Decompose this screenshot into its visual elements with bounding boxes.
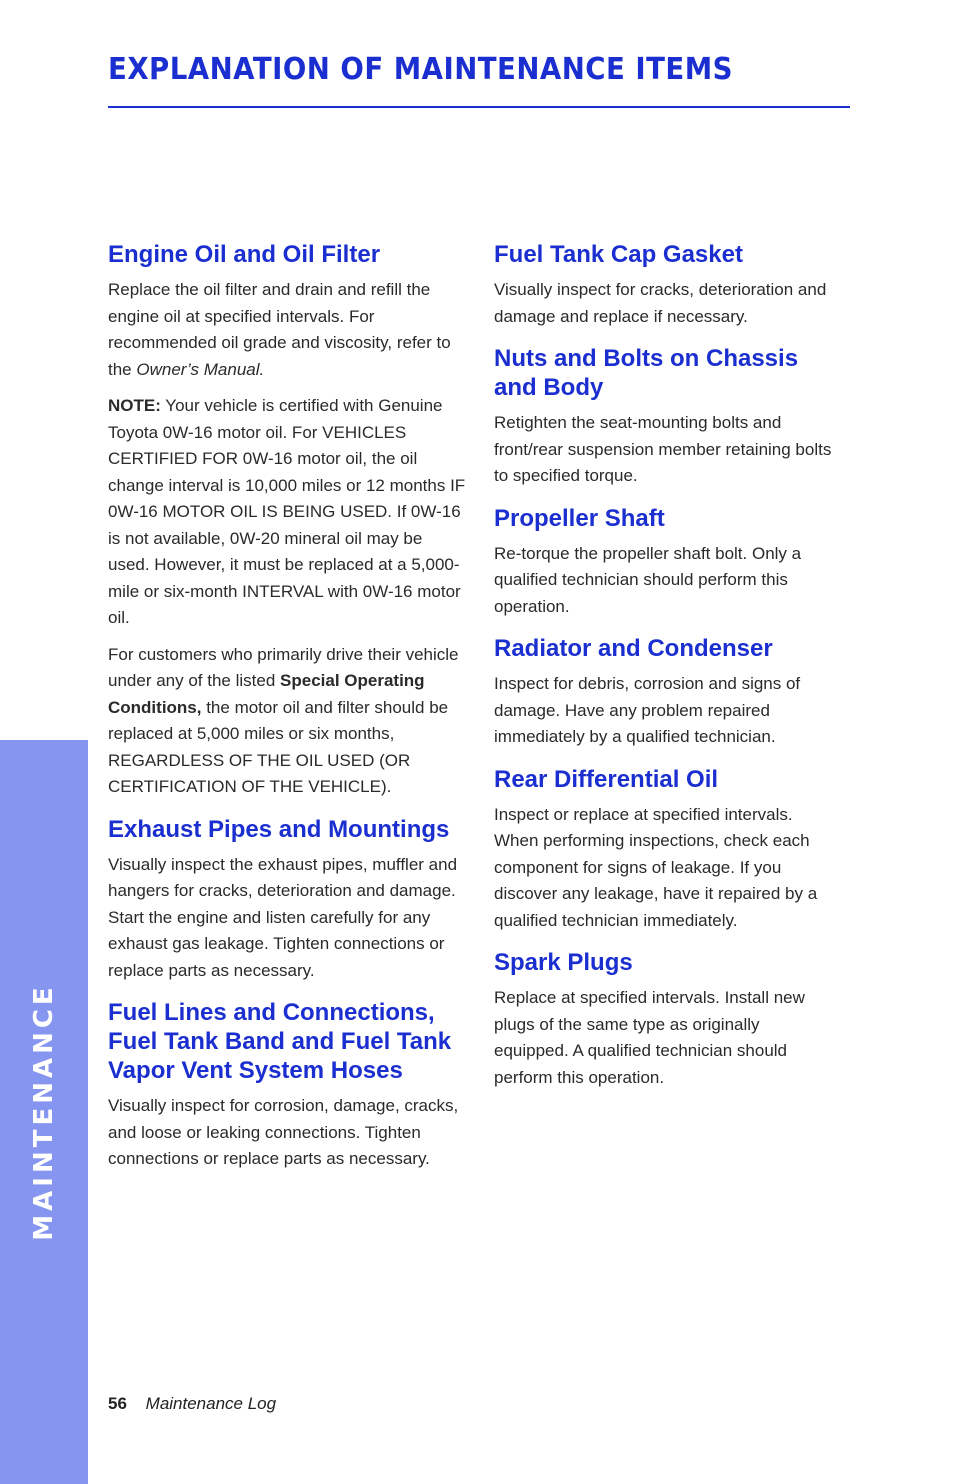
section-heading: Rear Differential Oil [494,765,719,793]
right-column [494,240,834,1105]
section-text: Inspect for debris, corrosion and signs of damage. Have any problem repaired immediately by a qualified technician. [494,674,801,746]
header-divider [108,106,850,108]
section-propeller [494,504,834,621]
page-title: EXPLANATION OF MAINTENANCE ITEMS [108,52,733,87]
page-footer [108,1394,276,1414]
section-text [108,277,468,383]
section-heading: Engine Oil and Oil Filter [108,241,381,268]
section-engine-oil [108,240,468,801]
section-exhaust [108,815,468,985]
section-heading: Propeller Shaft [494,504,665,532]
note-text [108,393,468,632]
section-text: Replace at specified intervals. Install new plugs of the same type as originally equipped. A qualified technician should perform this operation. [494,988,805,1087]
special-conditions-text: Special Operating Conditions, [108,671,425,717]
section-heading: Radiator and Condenser [494,635,773,662]
text-span: Your vehicle is certified with Genuine Toyota 0W-16 motor oil. For VEHICLES CERTIFIED FOR 0W-16 motor oil, the oil change interval is 10,000 miles or 12 months IF 0W-16 MOTOR OIL IS BEING USED. If 0W-16 is not available, 0W-20 mineral oil may be used. However, it must be replaced at a 5,000-mile or six-month INTERVAL with 0W-16 motor oil. [108,396,466,627]
section-nuts-bolts [494,344,834,490]
note-label: NOTE: [108,396,161,415]
section-fuel-lines [108,998,468,1173]
owners-manual-reference: Owner’s Manual. [136,359,265,379]
text-span: Replace the oil filter and drain and refill the engine oil at specified intervals. For recommended oil grade and viscosity, refer to the [108,280,451,379]
section-text: Inspect or replace at specified intervals. When performing inspections, check each component for signs of leakage. If you discover any leakage, have it repaired by a qualified technician immediately. [494,804,818,930]
section-heading: Fuel Tank Cap Gasket [494,241,743,268]
section-text: Retighten the seat-mounting bolts and front/rear suspension member retaining bolts to specified torque. [494,413,832,485]
section-spark-plugs [494,948,834,1091]
footer-title: Maintenance Log [145,1394,277,1413]
text-span: For customers who primarily drive their vehicle under any of the listed [108,644,459,690]
page-number: 56 [108,1394,127,1413]
section-heading: Spark Plugs [494,949,633,976]
section-text: Visually inspect for cracks, deterioration and damage and replace if necessary. [494,280,827,326]
section-text: Re-torque the propeller shaft bolt. Only a qualified technician should perform this operation. [494,543,802,616]
page-header [108,52,850,87]
section-text [108,642,468,801]
section-radiator [494,634,834,751]
section-text: Visually inspect the exhaust pipes, muffler and hangers for cracks, deterioration and damage. Start the engine and listen carefully for any exhaust gas leakage. Tighten connections or replace parts as necessary. [108,854,458,980]
section-text: Visually inspect for corrosion, damage, cracks, and loose or leaking connections. Tighten connections or replace parts as necessary. [108,1096,459,1168]
text-span: the motor oil and filter should be replaced at 5,000 miles or six months, REGARDLESS OF THE OIL USED (OR CERTIFICATION OF THE VEHICLE). [108,697,449,796]
section-rear-differential [494,765,834,935]
section-heading: Exhaust Pipes and Mountings [108,815,450,843]
left-column [108,240,468,1187]
section-heading: Fuel Lines and Connections, Fuel Tank Band and Fuel Tank Vapor Vent System Hoses [108,999,452,1084]
section-heading: Nuts and Bolts on Chassis and Body [494,345,799,401]
section-fuel-cap [494,240,834,330]
side-tab-label: MAINTENANCE [29,983,59,1241]
